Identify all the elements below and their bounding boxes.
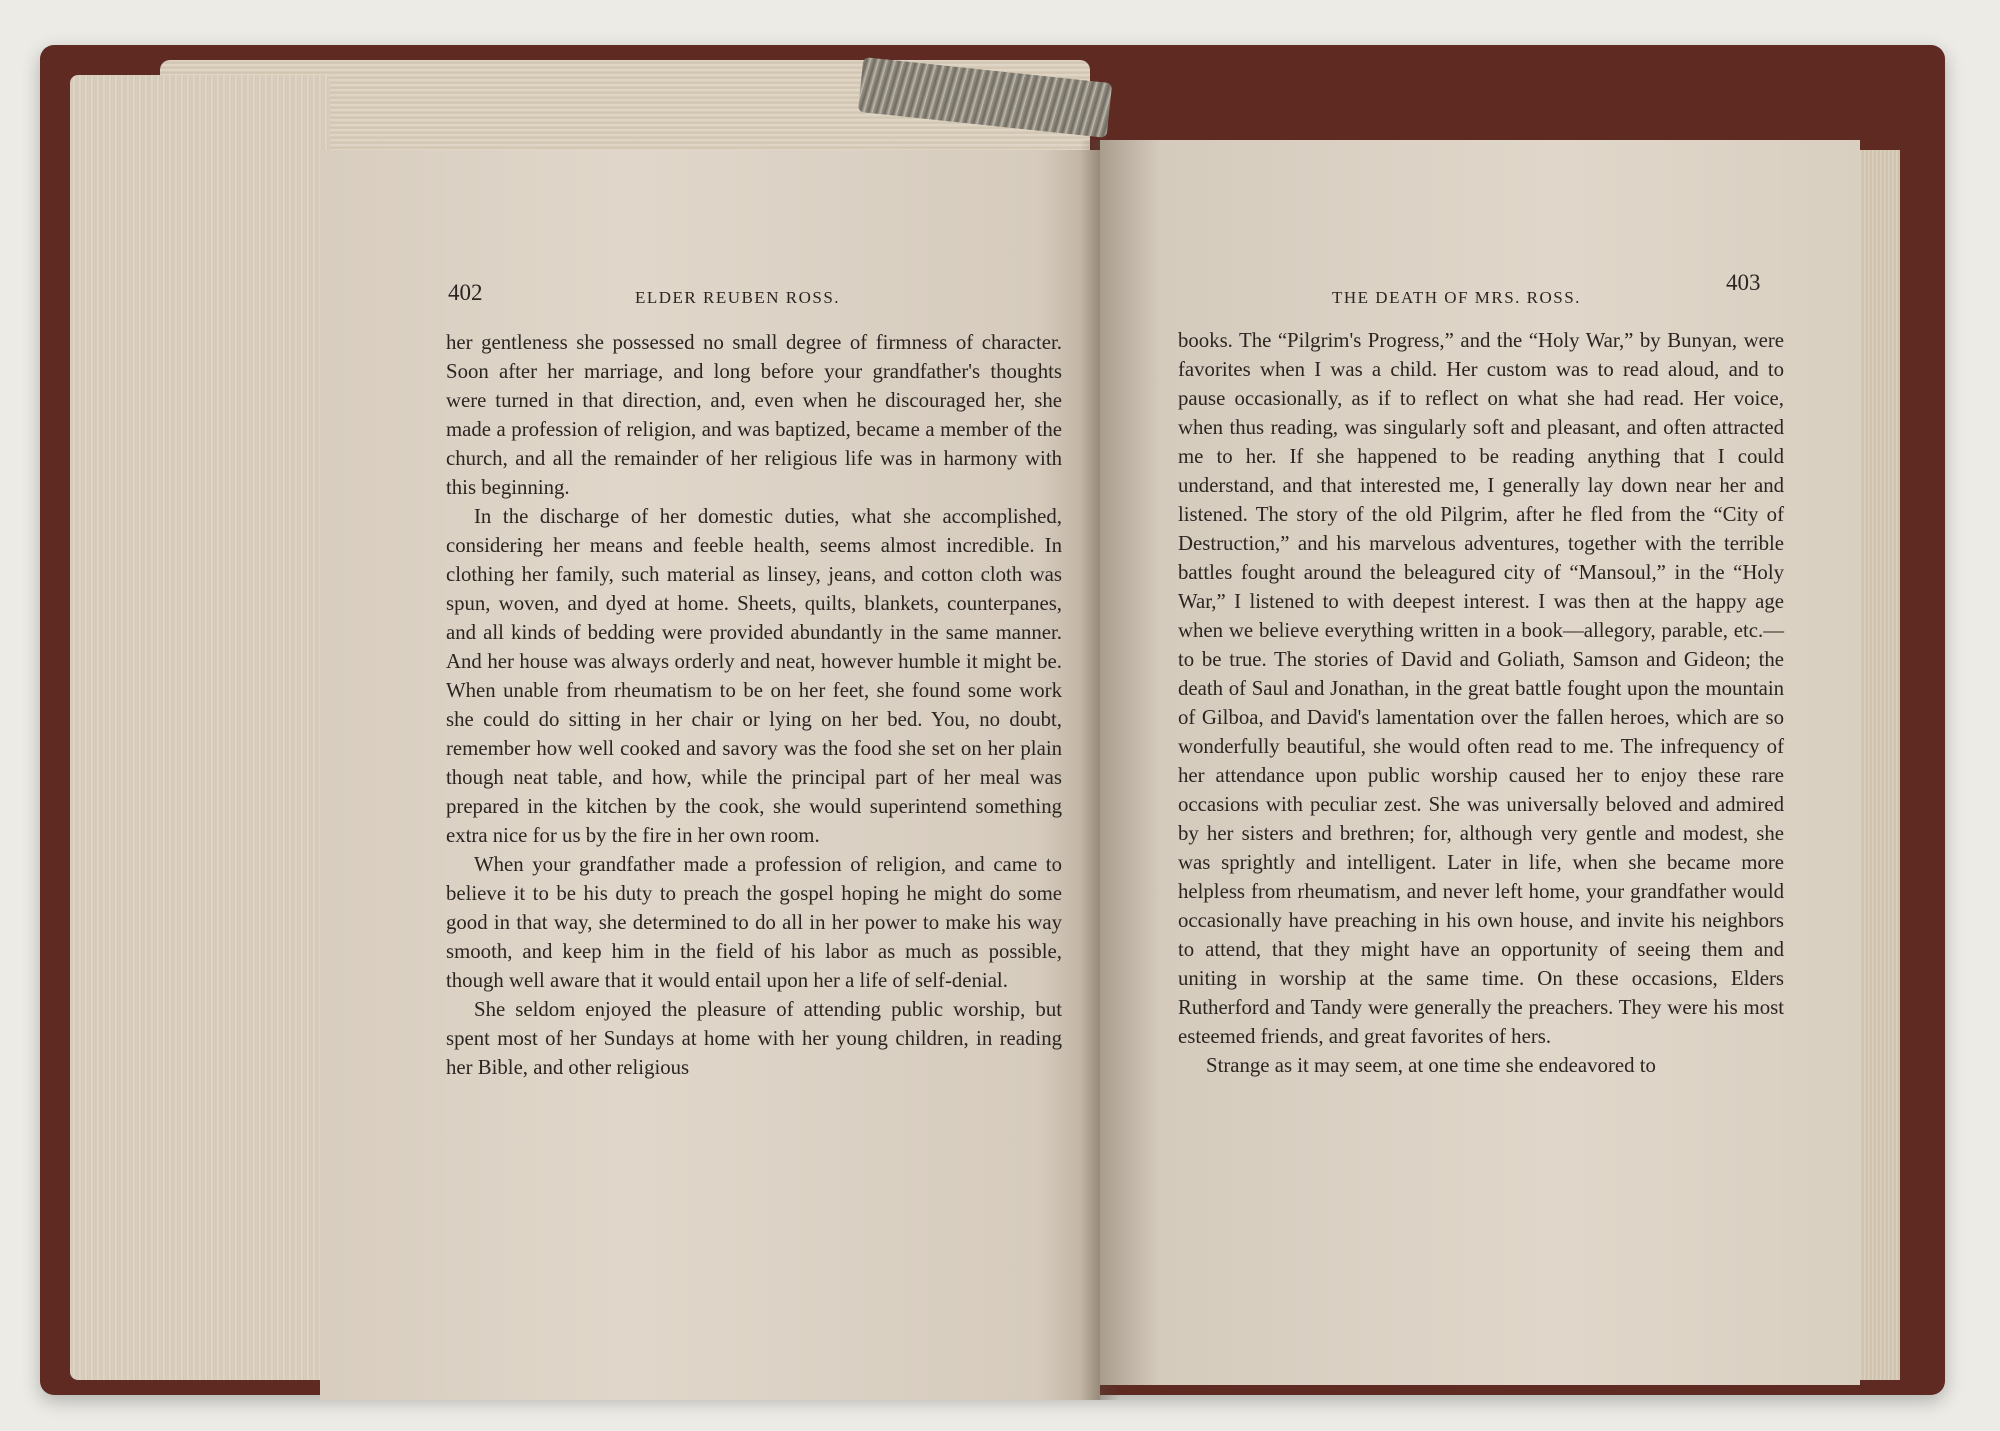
running-head-left: ELDER REUBEN ROSS. (635, 288, 841, 307)
paragraph: her gentleness she possessed no small degree of firmness of character. Soon after her marriage, and long before your grandfather's thoughts were turned in that direction, and, even when he discouraged her, she made a profession of religion, and was baptized, became a member of the church, and all the remainder of her religious life was in harmony with this beginning. (446, 331, 1062, 499)
page-number-left: 402 (448, 280, 483, 305)
running-head-right: THE DEATH OF MRS. ROSS. (1332, 288, 1581, 307)
paragraph: Strange as it may seem, at one time she endeavored to (1206, 1054, 1656, 1077)
right-page (1100, 140, 1860, 1385)
paragraph: She seldom enjoyed the pleasure of attending public worship, but spent most of her Sundays at home with her young children, in reading her Bible, and other religious (446, 998, 1062, 1079)
paragraph: When your grandfather made a profession of religion, and came to believe it to be his duty to preach the gospel hoping he might do some good in that way, she determined to do all in her power to make his way smooth, and keep him in the field of his labor as much as possible, though well aware that it would entail upon her a life of self-denial. (446, 853, 1062, 992)
left-page (320, 150, 1100, 1400)
paragraph: books. The “Pilgrim's Progress,” and the “Holy War,” by Bunyan, were favorites when I was a child. Her custom was to read aloud, and to pause occasionally, as if to reflect on what she had read. Her voice, when thus reading, was singularly soft and pleasant, and often attracted me to her. If she happened to be reading anything that I could understand, and that interested me, I generally lay down near her and listened. The story of the old Pilgrim, after he fled from the “City of Destruction,” and his marvelous adventures, together with the terrible battles fought around the beleagured city of “Mansoul,” in the “Holy War,” I listened to with deepest interest. I was then at the happy age when we believe everything written in a book—allegory, parable, etc.—to be true. The stories of David and Goliath, Samson and Gideon; the death of Saul and Jonathan, in the great battle fought upon the mountain of Gilboa, and David's lamentation over the fallen heroes, which are so wonderfully beautiful, she would often read to me. The infrequency of her attendance upon public worship caused her to enjoy these rare occasions with peculiar zest. She was universally beloved and admired by her sisters and brethren; for, although very gentle and modest, she was sprightly and intelligent. Later in life, when she became more helpless from rheumatism, and never left home, your grandfather would occasionally have preaching in his own house, and invite his neighbors to attend, that they might have an opportunity of seeing them and uniting in worship at the same time. On these occasions, Elders Rutherford and Tandy were generally the preachers. They were his most esteemed friends, and great favorites of hers. (1178, 329, 1784, 1048)
page-block-fore-edge (70, 75, 330, 1380)
paragraph: In the discharge of her domestic duties, what she accomplished, considering her means and feeble health, seems almost incredible. In clothing her family, such material as linsey, jeans, and cotton cloth was spun, woven, and dyed at home. Sheets, quilts, blankets, counterpanes, and all kinds of bedding were provided abundantly in the same manner. And her house was always orderly and neat, however humble it might be. When unable from rheumatism to be on her feet, she found some work she could do sitting in her chair or lying on her bed. You, no doubt, remember how well cooked and savory was the food she set on her plain though neat table, and how, while the principal part of her meal was prepared in the kitchen by the cook, she would superintend something extra nice for us by the fire in her own room. (446, 505, 1062, 847)
page-number-right: 403 (1726, 270, 1761, 295)
right-page-text (1178, 326, 1784, 1080)
left-page-text (446, 328, 1062, 1082)
